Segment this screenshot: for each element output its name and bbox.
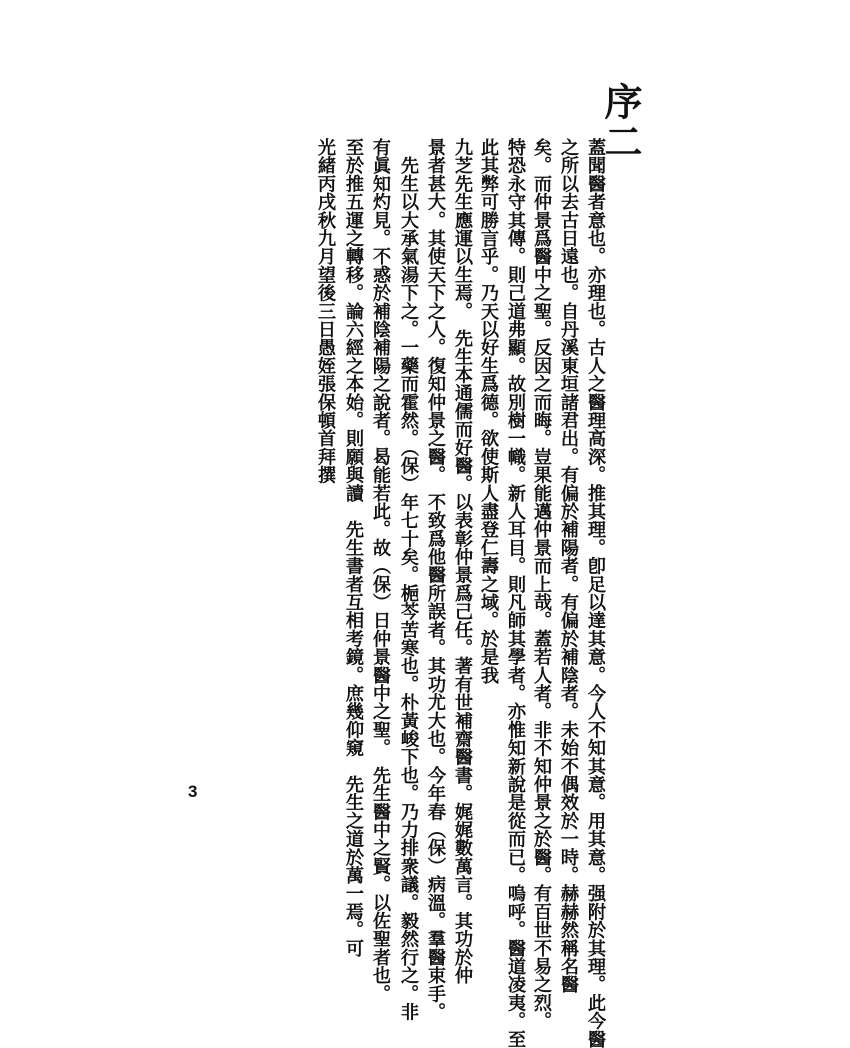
text-column: 九芝先生應運以生焉。 先生本通儒而好醫。以表彰仲景爲己任。著有世補齋醫書。娓娓數萬言。其功於仲 — [452, 138, 473, 985]
preface-title: 序二 — [598, 82, 643, 162]
text-column: 矣。而仲景爲醫中之聖。反因之而晦。豈果能邁仲景而上哉。蓋若人者。非不知仲景之於醫。有百世不易之烈。 — [531, 138, 552, 1030]
text-column: 之所以去古日遠也。自丹溪東垣諸君出。有偏於補陽者。有偏於補陰者。未始不偶效於一時。赫赫然稱名醫 — [558, 138, 579, 994]
page-number: 3 — [188, 782, 198, 801]
text-column: 此其弊可勝言乎。乃天以好生爲德。欲使斯人盡登仁壽之域。於是我 — [478, 138, 499, 684]
text-column: 有眞知灼見。不惑於補陰補陽之說者。曷能若此。故（保）日仲景醫中之聖。 先生醫中之賢。以佐聖者也。 — [370, 138, 391, 1003]
text-column: 特恐永守其傳。則己道弗顯。故別樹一幟。新人耳目。則凡師其學者。亦惟知新說是從而已。嗚呼。醫道凌夷。至 — [505, 138, 526, 1048]
text-column: 蓋聞醫者意也。亦理也。古人之醫理高深。推其理。卽足以達其意。今人不知其意。用其意。强附於其理。此今醫 — [585, 138, 606, 1048]
signature-column: 光緒丙戌秋九月望後三日愚姪張保頓首拜撰 — [315, 138, 336, 484]
text-column: 至於推五運之轉移。論六經之本始。則願與讀 先生書者互相考鏡。庶幾仰窺 先生之道於萬一焉。可 — [343, 138, 364, 957]
text-column: 景者甚大。其使天下之人。復知仲景之醫。 不致爲他醫所誤者。其功尤大也。今年春（保）病溫。羣醫束手。 — [425, 138, 446, 1021]
text-column: 先生以大承氣湯下之。一藥而霍然。（保）年七十矣。梔芩苦寒也。朴黃峻下也。乃力排衆議。毅然行之。非 — [398, 138, 419, 1021]
